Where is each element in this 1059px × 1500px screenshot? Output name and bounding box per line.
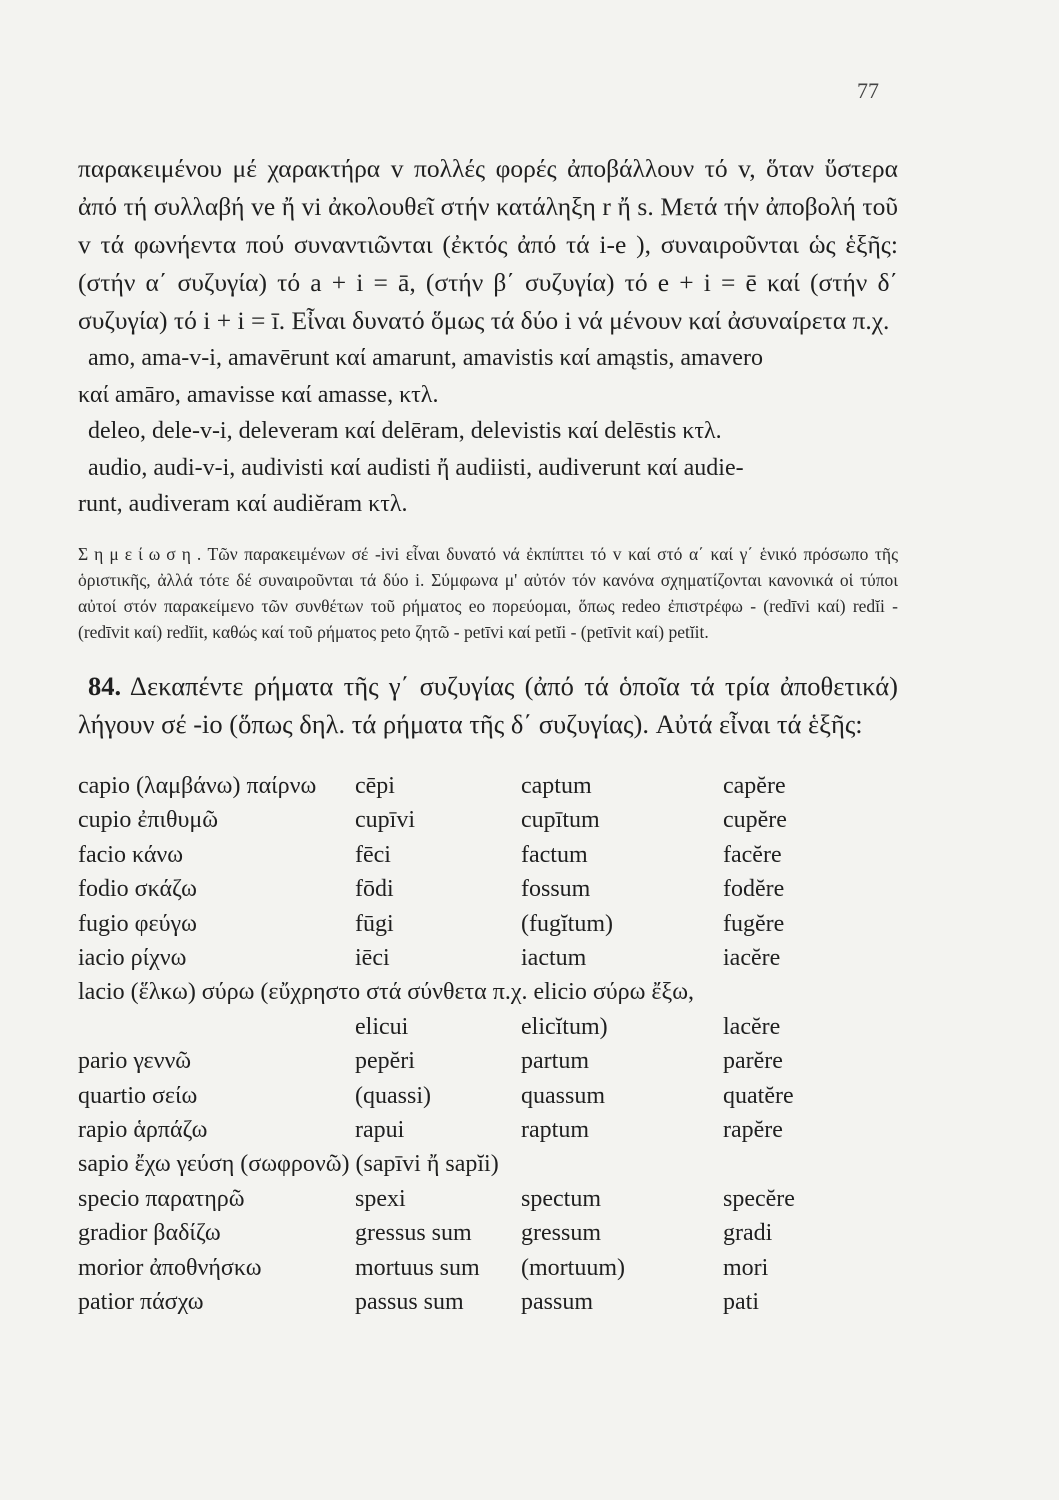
verb-row-wide: sapio ἔχω γεύση (σωφρονῶ) (sapīvi ἤ sapĭi) <box>78 1151 499 1178</box>
verb-row: cupio ἐπιθυμῶ cupīvi cupītum cupĕre <box>78 807 787 834</box>
remark <box>78 541 898 645</box>
verb-row: pario γεννῶ pepĕri partum parĕre <box>78 1048 783 1075</box>
verb-row: quartio σείω (quassi) quassum quatĕre <box>78 1082 794 1109</box>
page-number: 77 <box>857 78 879 103</box>
verb-row: fugio φεύγω fūgi (fugĭtum) fugĕre <box>78 910 785 937</box>
verb-row: facio κάνω fēci factum facĕre <box>78 841 782 868</box>
verb-row: patior πάσχω passus sum passum pati <box>78 1289 759 1316</box>
example-1: amo, ama-v-i, amavērunt καί amarunt, amavistis καί amąstis, amavero καί amāro, amavisse καί amasse, κτλ. <box>78 345 763 408</box>
remark-text: . Τῶν παρακειμένων σέ -ivi εἶναι δυνατό νά ἐκπίπτει τό v καί στό α΄ καί γ΄ ἑνικό πρόσωπο τῆς ὁριστικῆς, ἀλλά τότε δέ συναιροῦνται τά δύο i. Σύμφωνα μ' αὐτόν τόν κανόνα σχηματίζονται κανονικά οἱ τύποι αὐτοί στόν παρακείμενο τῶν συνθέτων τοῦ ρήματος eo πορεύομαι, ὅπως redeo ἐπιστρέφω - (redīvi καί) redĭi - (redīvit καί) redĭit, καθώς καί τοῦ ρήματος peto ζητῶ - petīvi καί petĭi - (petīvit καί) petĭit. <box>78 543 898 642</box>
verb-row: rapio ἁρπάζω rapui raptum rapĕre <box>78 1117 783 1144</box>
main-text <box>78 150 898 1320</box>
verb-row-wide: lacio (ἕλκω) σύρω (εὔχρηστο στά σύνθετα π.χ. elicio σύρω ἔξω, <box>78 979 694 1006</box>
verb-row: elicui elicĭtum) lacĕre <box>355 1013 781 1040</box>
verb-row: morior ἀποθνήσκω mortuus sum (mortuum) mori <box>78 1254 769 1281</box>
verb-row: fodio σκάζω fōdi fossum fodĕre <box>78 876 785 903</box>
section-number: 84. <box>88 670 122 701</box>
example-2: deleo, dele-v-i, deleveram καί delēram, delevistis καί delēstis κτλ. <box>88 418 722 444</box>
verb-row: iacio ρίχνω iēci iactum iacĕre <box>78 945 781 972</box>
verb-row: gradior βαδίζω gressus sum gressum gradi <box>78 1220 773 1247</box>
paragraph: παρακειμένου μέ χαρακτήρα v πολλές φορές ἀποβάλλουν τό v, ὅταν ὕστερα ἀπό τή συλλαβή ve ἤ vi ἀκολουθεῖ στήν κατάληξη r ἤ s. Μετά τήν ἀποβολή τοῦ v τά φωνήεντα πού συναντιῶνται (ἐκτός ἀπό τά i-e ), συναιροῦνται ὡς ἑξῆς: (στήν α΄ συζυγία) τό a + i = ā, (στήν β΄ συζυγία) τό e + i = ē καί (στήν δ΄ συζυγία) τό i + i = ī. Εἶναι δυνατό ὅμως τά δύο i νά μένουν καί ἀσυναίρετα π.χ. <box>78 154 898 335</box>
section-84 <box>78 667 898 743</box>
verb-row: capio (λαμβάνω) παίρνω cēpi captum capĕre <box>78 773 786 799</box>
example-3: audio, audi-v-i, audivisti καί audisti ἤ audiisti, audiverunt καί audie- runt, audiveram καί audiĕram κτλ. <box>78 454 744 517</box>
examples <box>78 340 898 523</box>
section-text: Δεκαπέντε ρήματα τῆς γ΄ συζυγίας (ἀπό τά ὁποῖα τά τρία ἀποθετικά) λήγουν σέ -io (ὅπως δηλ. τά ρήματα τῆς δ΄ συζυγίας). Αὐτά εἶναι τά ἑξῆς: <box>78 670 898 739</box>
verb-list <box>78 769 908 1320</box>
remark-label: Σημείωση <box>78 543 197 564</box>
verb-row: specio παρατηρῶ spexi spectum specĕre <box>78 1185 795 1212</box>
